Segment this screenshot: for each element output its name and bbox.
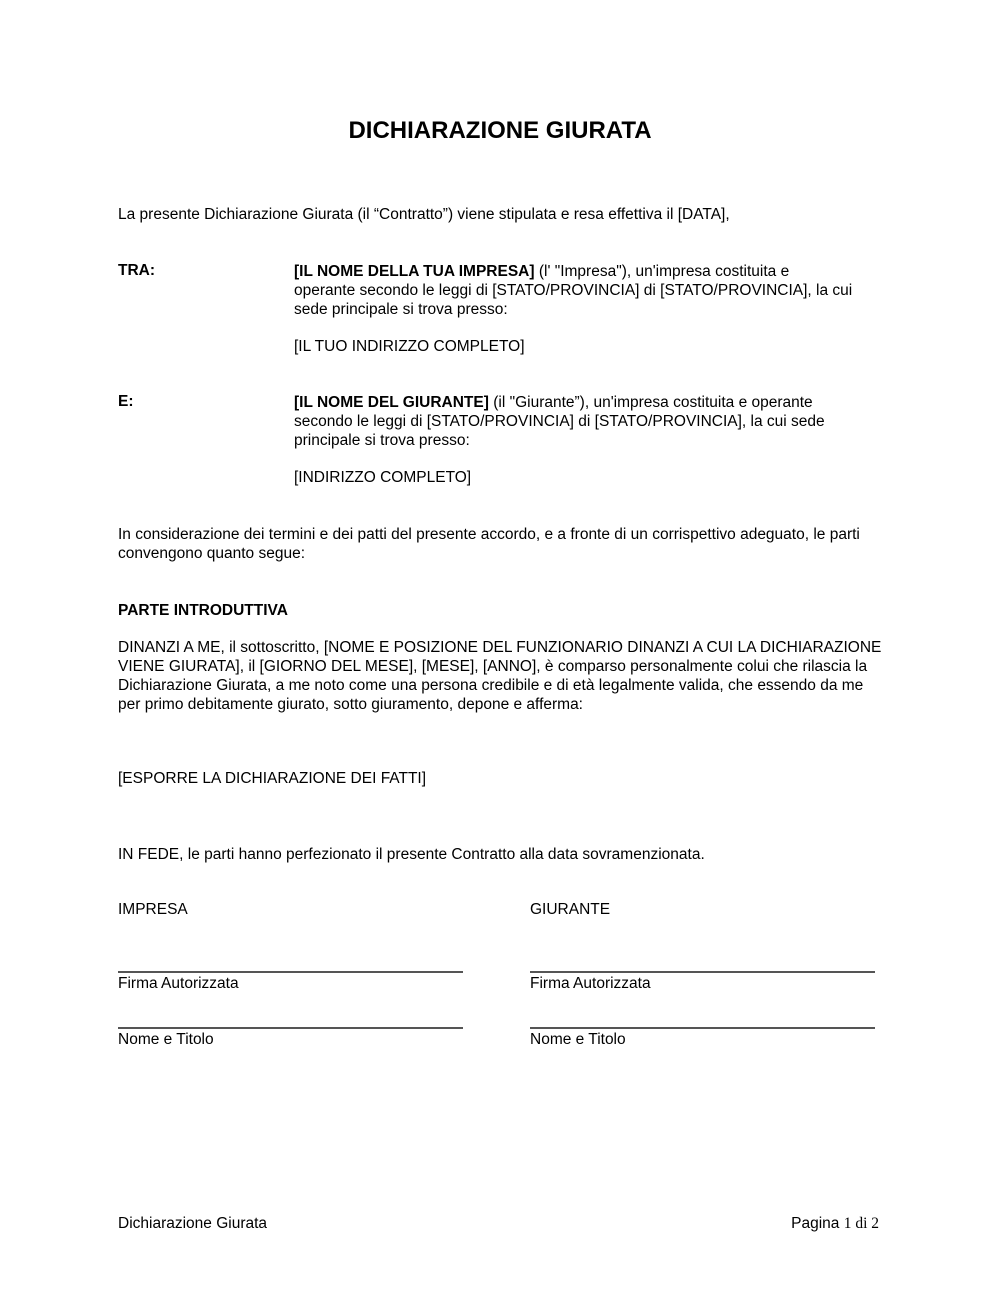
witness-paragraph: IN FEDE, le parti hanno perfezionato il presente Contratto alla data sovramenzionata. [118,846,705,863]
footer-page-count: 1 di 2 [843,1215,879,1232]
party1-address: [IL TUO INDIRIZZO COMPLETO] [294,338,525,355]
party1-description [294,262,874,319]
footer-title: Dichiarazione Giurata [118,1215,268,1232]
party1-desc-rest: operante secondo le leggi di [STATO/PROVINCIA] di [STATO/PROVINCIA], la cui sede principale si trova presso: [294,282,853,318]
signature-right-heading: GIURANTE [530,901,611,918]
signature-left-label: Firma Autorizzata [118,975,239,992]
consideration-paragraph: In considerazione dei termini e dei patti del presente accordo, e a fronte di un corrispettivo adeguato, le parti convengono quanto segue: [118,526,860,562]
document-title: DICHIARAZIONE GIURATA [348,117,652,144]
party2-desc: (il "Giurante”), un'impresa costituita e operante secondo le leggi di [STATO/PROVINCIA] di [STATO/PROVINCIA], la cui sede principale si trova presso: [294,394,825,449]
party2-address: [INDIRIZZO COMPLETO] [294,469,472,486]
signature-left-heading: IMPRESA [118,901,188,918]
section-body: DINANZI A ME, il sottoscritto, [NOME E POSIZIONE DEL FUNZIONARIO DINANZI A CUI LA DICHIARAZIONE VIENE GIURATA], il [GIORNO DEL MESE], [MESE], [ANNO], è comparso personalmente colui che rilascia la Dichiarazione Giurata, a me noto come una persona credibile e di età legalmente valida, che essendo da me per primo debitamente giurato, sotto giuramento, depone e afferma: [118,639,882,713]
footer-page-prefix: Pagina [791,1215,844,1232]
signature-line-left[interactable] [118,971,463,973]
party2-label: E: [118,393,134,410]
party1-desc-line1: (l' "Impresa"), un'impresa costituita e [534,263,790,280]
party1-label: TRA: [118,262,156,279]
party2-description [294,393,874,450]
name-title-left-label: Nome e Titolo [118,1031,214,1048]
name-title-line-right[interactable] [530,1027,875,1029]
party2-name: [IL NOME DEL GIURANTE] [294,394,489,411]
party1-name: [IL NOME DELLA TUA IMPRESA] [294,263,535,280]
name-title-line-left[interactable] [118,1027,463,1029]
footer-page-number [791,1215,879,1233]
signature-line-right[interactable] [530,971,875,973]
statement-placeholder: [ESPORRE LA DICHIARAZIONE DEI FATTI] [118,770,427,787]
intro-paragraph: La presente Dichiarazione Giurata (il “Contratto”) viene stipulata e resa effettiva il [DATA], [118,206,730,223]
name-title-right-label: Nome e Titolo [530,1031,626,1048]
section-heading: PARTE INTRODUTTIVA [118,602,288,619]
signature-right-label: Firma Autorizzata [530,975,651,992]
